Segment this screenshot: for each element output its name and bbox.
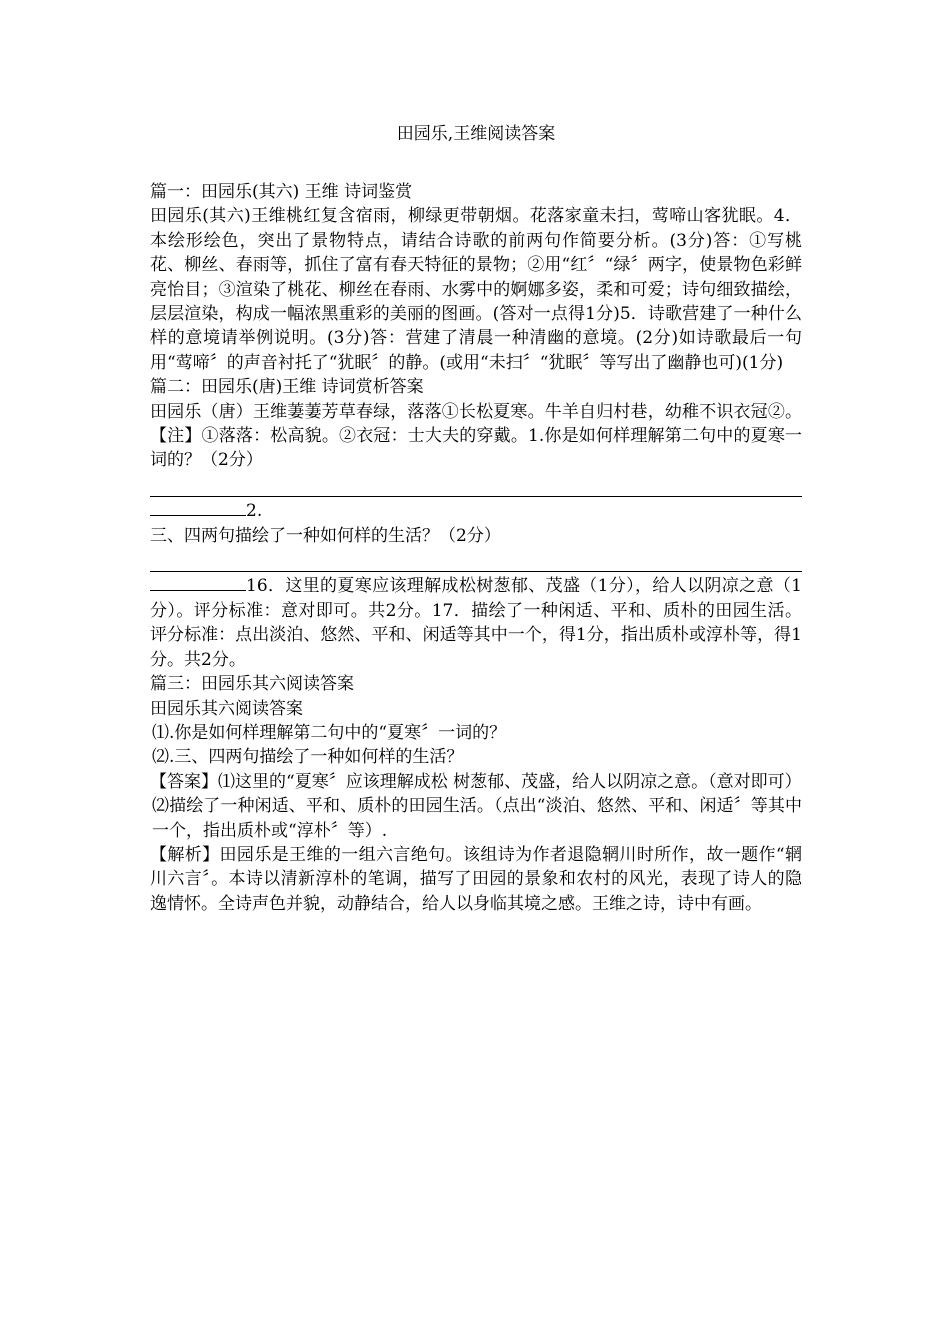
answer-blank-short-1 bbox=[150, 497, 246, 516]
section2-q2-text: 三、四两句描绘了一种如何样的生活？（2分） bbox=[150, 525, 501, 546]
section3-answer-2: ⑵描绘了一种闲适、平和、质朴的田园生活。（点出“淡泊、悠然、平和、闲适〞等其中一个，指出质朴或“淳朴〞等）. bbox=[152, 796, 802, 841]
section2-heading: 篇二：田园乐(唐)王维 诗词赏析答案 bbox=[150, 377, 424, 398]
section2-q2-number: 2. bbox=[246, 501, 263, 522]
answer-blank-line-2 bbox=[150, 548, 802, 572]
section1-heading: 篇一：田园乐(其六) 王维 诗词鉴赏 bbox=[150, 182, 413, 202]
document-page bbox=[150, 122, 802, 916]
section2-answer-paragraph bbox=[150, 572, 802, 672]
answer-blank-line-1 bbox=[150, 473, 802, 497]
section3-answer-1: 【答案】⑴这里的“夏寒〞应该理解成松 树葱郁、茂盛，给人以阴凉之意。（意对即可） bbox=[150, 771, 802, 792]
document-title: 田园乐,王维阅读答案 bbox=[396, 124, 556, 144]
section3-analysis: 【解析】田园乐是王维的一组六言绝句。该组诗为作者退隐辋川时所作，故一题作“辋川六言〞。本诗以清新淳朴的笔调，描写了田园的景象和农村的风光，表现了诗人的隐逸情怀。全诗声色并貌，动静结合，给人以身临其境之感。王维之诗，诗中有画。 bbox=[150, 844, 802, 914]
section3-question-1: ⑴.你是如何样理解第二句中的“夏寒〞一词的？ bbox=[152, 722, 507, 743]
section2-answer: 16．这里的夏寒应该理解成松树葱郁、茂盛（1分），给人以阴凉之意（1分）。评分标准：意对即可。共2分。17．描绘了一种闲适、平和、质朴的田园生活。评分标准：点出淡泊、悠然、平和、闲适等其中一个，得1分，指出质朴或淳朴等，得1分。共2分。 bbox=[150, 576, 802, 670]
section3-heading: 篇三：田园乐其六阅读答案 bbox=[150, 674, 354, 695]
section1-body: 田园乐(其六)王维桃红复含宿雨，柳绿更带朝烟。花落家童未扫，莺啼山客犹眠。4．本绘形绘色，突出了景物特点，请结合诗歌的前两句作简要分析。(3分)答：①写桃花、柳丝、春雨等，抓住了富有春天特征的景物；②用“红〞“绿〞两字，使景物色彩鲜亮怡目；③渲染了桃花、柳丝在春雨、水雾中的婀娜多姿，柔和可爱；诗句细致描绘，层层渲染，构成一幅浓黑重彩的美丽的图画。(答对一点得1分)5．诗歌营建了一种什么样的意境请举例说明。(3分)答：营建了清晨一种清幽的意境。(2分)如诗歌最后一句用“莺啼〞的声音衬托了“犹眠〞的静。(或用“未扫〞“犹眠〞等写出了幽静也可)(1分) bbox=[150, 206, 802, 373]
answer-blank-short-2 bbox=[150, 572, 246, 591]
section3-subheading: 田园乐其六阅读答案 bbox=[150, 698, 303, 719]
section3-question-2: ⑵.三、四两句描绘了一种如何样的生活？ bbox=[152, 747, 464, 768]
section2-q2-line bbox=[150, 497, 802, 523]
section2-body: 田园乐（唐）王维萋萋芳草春绿，落落①长松夏寒。牛羊自归村巷，幼稚不识衣冠②。【注】①落落：松高貌。②衣冠：士大夫的穿戴。1.你是如何样理解第二句中的夏寒一词的？（2分） bbox=[150, 401, 802, 471]
